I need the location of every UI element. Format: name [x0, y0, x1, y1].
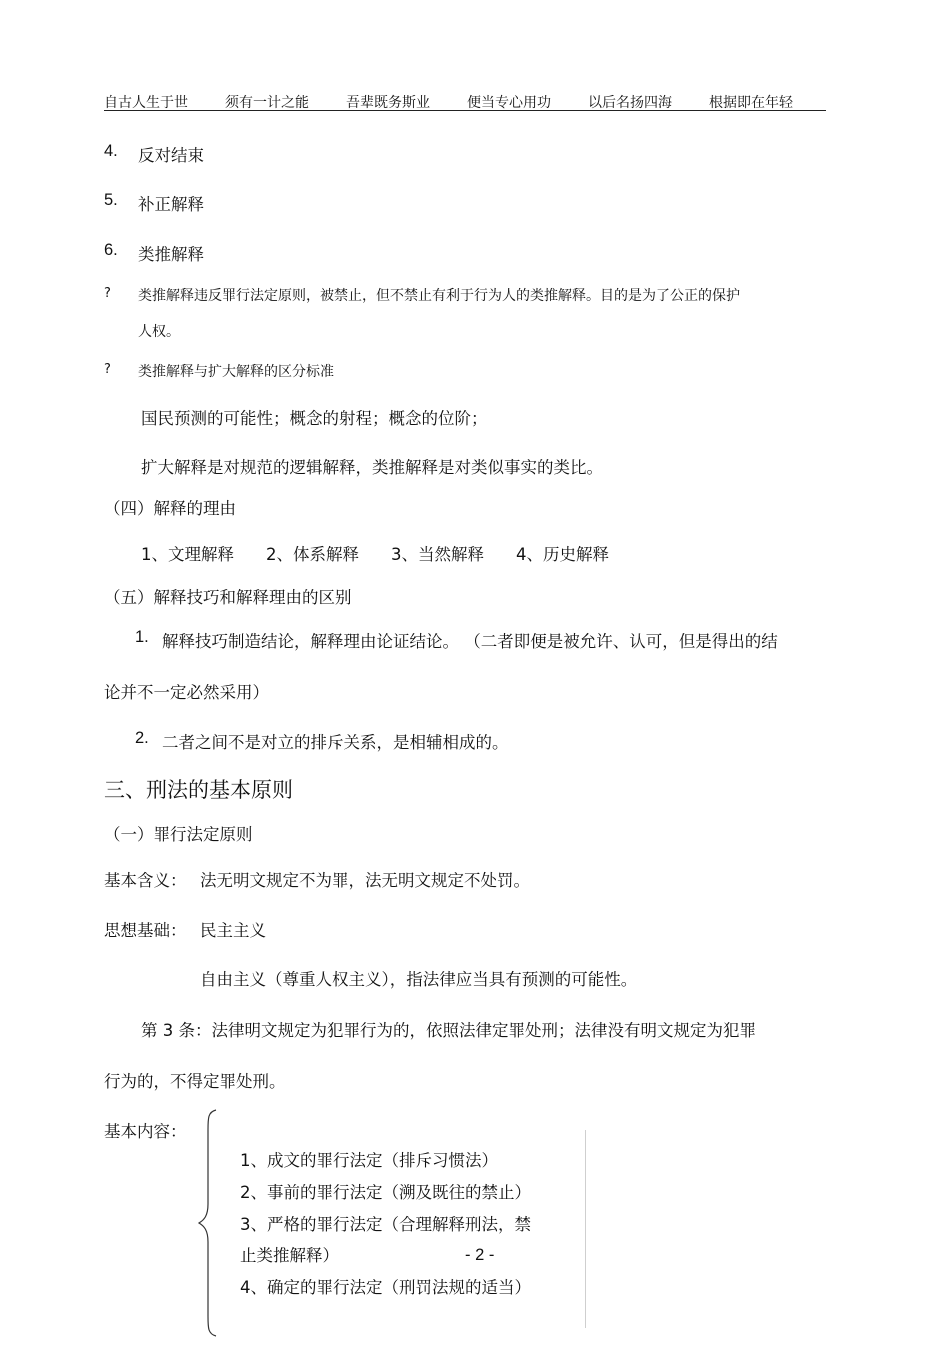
- box-right-border: [585, 1130, 586, 1328]
- bullet-text-2: 类推解释与扩大解释的区分标准: [138, 364, 334, 380]
- reason-item-3: 3、当然解释: [391, 545, 484, 564]
- header-text-4: 便当专心用功: [467, 95, 551, 111]
- paragraph-criteria: 国民预测的可能性；概念的射程；概念的位阶；: [141, 409, 488, 428]
- reason-item-4: 4、历史解释: [516, 545, 609, 564]
- header-text-6: 根据即在年轻: [709, 95, 793, 111]
- bullet-text-1-cont: 人权。: [138, 324, 180, 340]
- chapter-heading: 三、刑法的基本原则: [104, 778, 293, 802]
- article-3-line-1: 第 3 条：法律明文规定为犯罪行为的，依照法律定罪处刑；法律没有明文规定为犯罪: [141, 1021, 756, 1040]
- thought-basis-label: 思想基础：: [104, 921, 187, 940]
- header-text-3: 吾辈既务斯业: [346, 95, 430, 111]
- list-num-5: 5.: [104, 191, 118, 209]
- header-text-5: 以后名扬四海: [588, 95, 672, 111]
- bullet-mark-2: ?: [104, 362, 111, 377]
- diff-text-2: 二者之间不是对立的排斥关系，是相辅相成的。: [162, 733, 509, 752]
- header-text-1: 自古人生于世: [104, 95, 188, 111]
- list-num-4: 4.: [104, 142, 118, 160]
- content-item-2: 2、事前的罪行法定（溯及既往的禁止）: [240, 1183, 531, 1202]
- content-item-1: 1、成文的罪行法定（排斥习惯法）: [240, 1151, 498, 1170]
- content-item-3-cont: 止类推解释）: [240, 1246, 339, 1265]
- diff-num-1: 1.: [135, 628, 149, 646]
- header-rule: [104, 110, 826, 111]
- article-3-line-2: 行为的，不得定罪处刑。: [104, 1072, 286, 1091]
- reason-item-2: 2、体系解释: [266, 545, 359, 564]
- subsection-title: （一）罪行法定原则: [104, 825, 253, 844]
- content-item-3: 3、严格的罪行法定（合理解释刑法，禁: [240, 1215, 531, 1234]
- bullet-text-1: 类推解释违反罪行法定原则，被禁止，但不禁止有利于行为人的类推解释。目的是为了公正的保护: [138, 288, 740, 304]
- page-number: - 2 -: [465, 1246, 495, 1264]
- thought-basis-line-2: 自由主义（尊重人权主义），指法律应当具有预测的可能性。: [200, 970, 638, 989]
- list-item-4: 反对结束: [138, 146, 204, 165]
- diff-text-1-cont: 论并不一定必然采用）: [104, 683, 269, 702]
- content-item-4: 4、确定的罪行法定（刑罚法规的适当）: [240, 1278, 531, 1297]
- thought-basis-line-1: 民主主义: [200, 921, 266, 940]
- list-item-6: 类推解释: [138, 245, 204, 264]
- list-item-5: 补正解释: [138, 195, 204, 214]
- diff-text-1: 解释技巧制造结论，解释理由论证结论。 （二者即便是被允许、认可，但是得出的结: [162, 632, 778, 651]
- basic-meaning-text: 法无明文规定不为罪，法无明文规定不处罚。: [200, 871, 530, 890]
- bullet-mark-1: ?: [104, 286, 111, 301]
- paragraph-comparison: 扩大解释是对规范的逻辑解释，类推解释是对类似事实的类比。: [141, 458, 603, 477]
- section-4-title: （四）解释的理由: [104, 499, 236, 518]
- header-text-2: 须有一计之能: [225, 95, 309, 111]
- diff-num-2: 2.: [135, 729, 149, 747]
- basic-meaning-label: 基本含义：: [104, 871, 187, 890]
- section-5-title: （五）解释技巧和解释理由的区别: [104, 588, 352, 607]
- basic-content-label: 基本内容：: [104, 1122, 187, 1141]
- reason-item-1: 1、文理解释: [141, 545, 234, 564]
- list-num-6: 6.: [104, 241, 118, 259]
- curly-brace-icon: [196, 1108, 220, 1338]
